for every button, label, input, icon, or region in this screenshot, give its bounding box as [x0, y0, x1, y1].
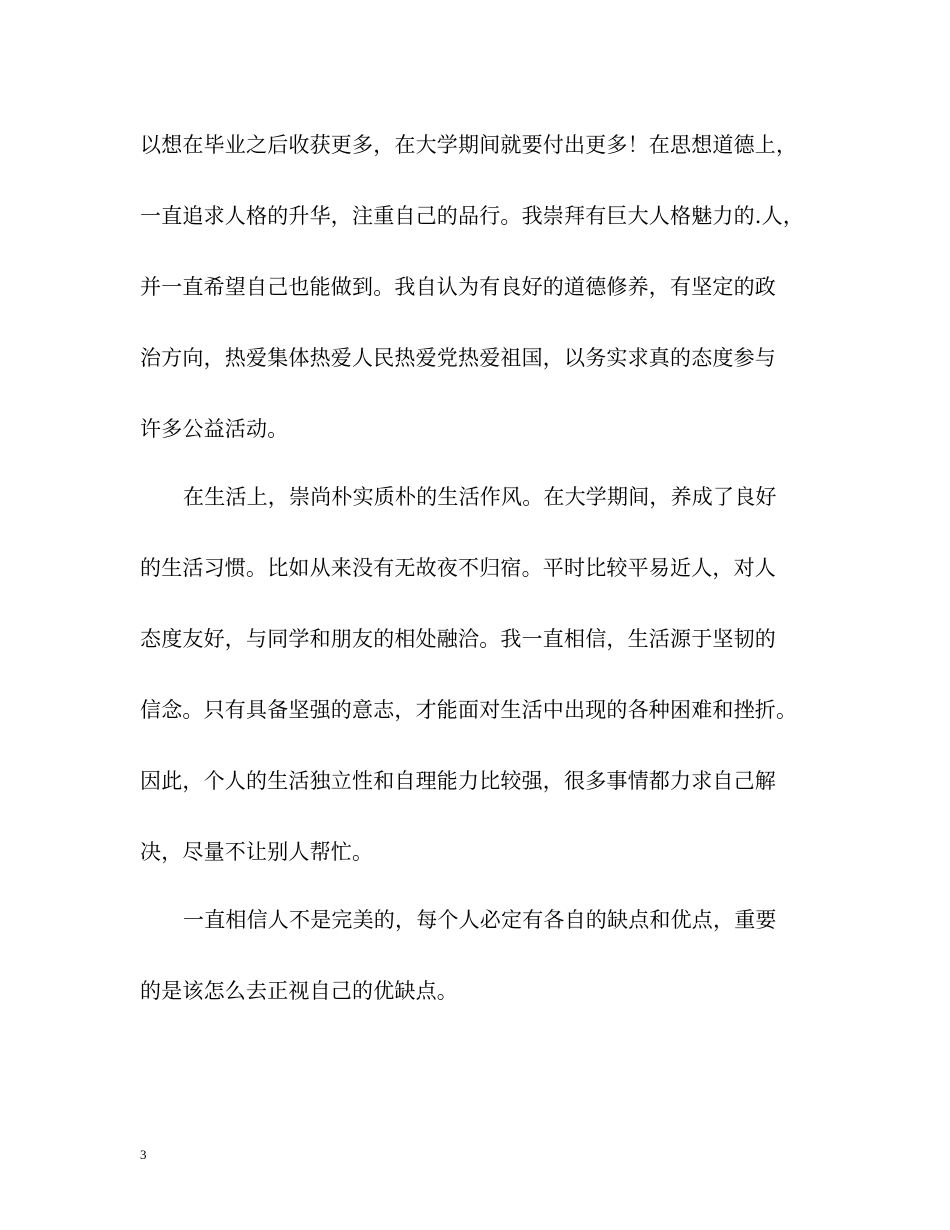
- text-line: 治方向，热爱集体热爱人民热爱党热爱祖国，以务实求真的态度参与: [140, 346, 776, 370]
- text-line: 决，尽量不让别人帮忙。: [140, 840, 374, 864]
- page-number: 3: [140, 1147, 147, 1162]
- text-line: 一直追求人格的升华，注重自己的品行。我崇拜有巨大人格魅力的.人，: [140, 204, 805, 228]
- text-line: 的是该怎么去正视自己的优缺点。: [140, 979, 458, 1003]
- paragraph-start-line: 在生活上，崇尚朴实质朴的生活作风。在大学期间，养成了良好: [183, 485, 777, 509]
- text-line: 许多公益活动。: [140, 417, 289, 441]
- text-line: 以想在毕业之后收获更多，在大学期间就要付出更多！在思想道德上，: [140, 133, 798, 157]
- paragraph-start-line: 一直相信人不是完美的，每个人必定有各自的缺点和优点，重要: [183, 908, 777, 932]
- text-line: 并一直希望自己也能做到。我自认为有良好的道德修养，有坚定的政: [140, 275, 776, 299]
- text-line: 的生活习惯。比如从来没有无故夜不归宿。平时比较平易近人，对人: [140, 556, 776, 580]
- text-line: 信念。只有具备坚强的意志，才能面对生活中出现的各种困难和挫折。: [140, 698, 798, 722]
- text-line: 因此，个人的生活独立性和自理能力比较强，很多事情都力求自己解: [140, 769, 776, 793]
- text-line: 态度友好，与同学和朋友的相处融洽。我一直相信，生活源于坚韧的: [140, 627, 776, 651]
